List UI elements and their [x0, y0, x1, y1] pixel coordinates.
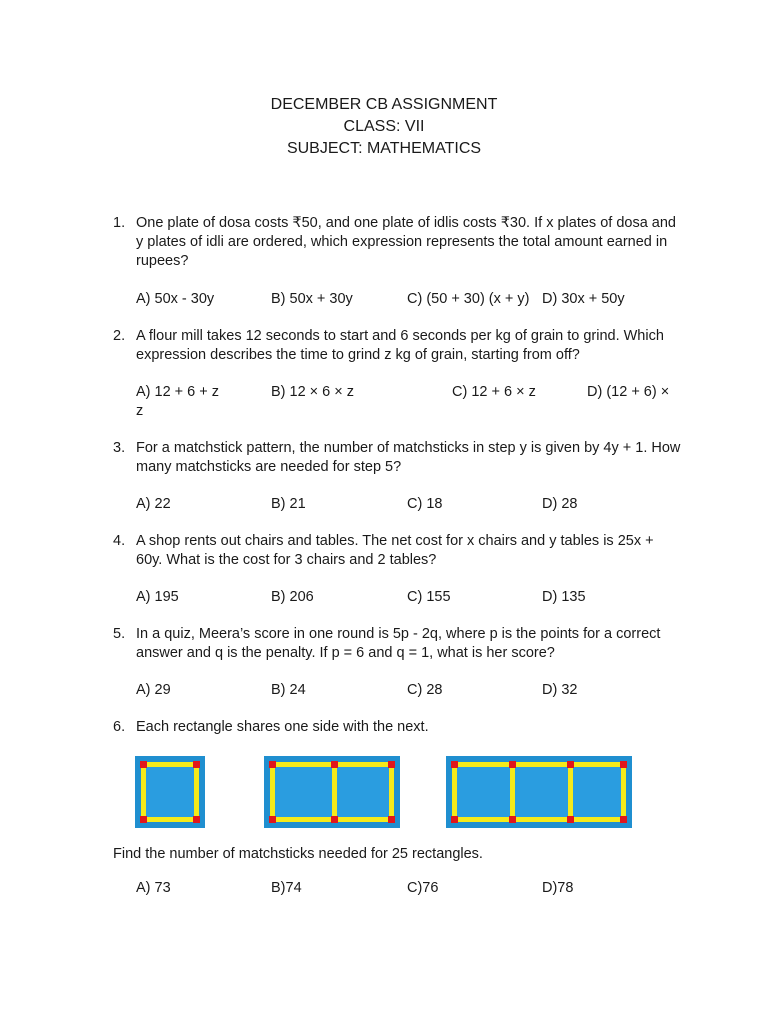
match-head [269, 761, 276, 768]
matchstick-horizontal [452, 762, 510, 767]
matchstick-horizontal [332, 762, 394, 767]
option-d: D)78 [542, 880, 574, 896]
option-d: D) (12 + 6) × [587, 384, 670, 400]
matchstick-horizontal [141, 817, 199, 822]
option-c: C) 28 [407, 682, 443, 698]
option-b: B)74 [271, 880, 302, 896]
rectangle-cell [457, 767, 510, 822]
option-a: A) 29 [136, 682, 171, 698]
option-d: D) 32 [542, 682, 578, 698]
match-head [451, 816, 458, 823]
question-4 [113, 532, 683, 570]
question-text: In a quiz, Meera’s score in one round is 5p - 2q, where p is the points for a correct answer and q is the penalty. If p = 6 and q = 1, what is her score? [136, 626, 661, 661]
class-label: CLASS: VII [343, 118, 425, 135]
rectangle-cell [275, 767, 332, 822]
question-text: A shop rents out chairs and tables. The net cost for x chairs and y tables is 25x + 60y. What is the cost for 3 chairs and 2 tables? [136, 533, 654, 568]
matchstick-figure-1-rectangle [135, 756, 205, 828]
question-number: 3. [113, 440, 126, 456]
option-c: C) 18 [407, 496, 443, 512]
matchstick-vertical [568, 762, 573, 822]
page-header [0, 94, 768, 160]
question-3 [113, 439, 683, 477]
question-number: 6. [113, 719, 126, 735]
option-a: A) 50x - 30y [136, 291, 215, 307]
question-number: 2. [113, 328, 126, 344]
matchstick-horizontal [568, 762, 626, 767]
matchstick-vertical [510, 762, 515, 822]
match-head [140, 761, 147, 768]
option-d: D) 28 [542, 496, 578, 512]
matchstick-horizontal [452, 817, 510, 822]
matchstick-figure-2-rectangles [264, 756, 400, 828]
match-head [193, 761, 200, 768]
match-head [193, 816, 200, 823]
rectangle-cell [146, 767, 199, 822]
option-c: C) 12 + 6 × z [452, 384, 536, 400]
match-head [388, 816, 395, 823]
option-a: A) 73 [136, 880, 171, 896]
question-2 [113, 327, 683, 365]
question-number: 1. [113, 215, 126, 231]
match-head [620, 761, 627, 768]
matchstick-horizontal [270, 762, 332, 767]
matchstick-horizontal [270, 817, 332, 822]
matchstick-figure-3-rectangles [446, 756, 632, 828]
option-a: A) 195 [136, 589, 179, 605]
matchstick-vertical [621, 762, 626, 822]
match-head [451, 761, 458, 768]
question-text: Each rectangle shares one side with the next. [136, 719, 429, 735]
option-b: B) 24 [271, 682, 306, 698]
matchstick-vertical [452, 762, 457, 822]
match-head [509, 816, 516, 823]
match-head [331, 816, 338, 823]
match-head [331, 761, 338, 768]
option-b: B) 12 × 6 × z [271, 384, 355, 400]
matchstick-vertical [141, 762, 146, 822]
matchstick-vertical [270, 762, 275, 822]
subject-label: SUBJECT: MATHEMATICS [286, 140, 482, 157]
question-5 [113, 625, 683, 663]
rectangle-cell [515, 767, 568, 822]
rectangle-cell [337, 767, 394, 822]
option-a: A) 12 + 6 + z [136, 384, 220, 400]
option-d: D) 135 [542, 589, 586, 605]
option-a: A) 22 [136, 496, 171, 512]
question-text: One plate of dosa costs ₹50, and one plate of idlis costs ₹30. If x plates of dosa and y plates of idli are ordered, which expression represents the total amount earned in rupees? [136, 215, 676, 269]
question-number: 4. [113, 533, 126, 549]
match-head [567, 761, 574, 768]
match-head [269, 816, 276, 823]
option-b: B) 50x + 30y [271, 291, 353, 307]
option-b: B) 206 [271, 589, 314, 605]
option-c: C) (50 + 30) (x + y) [407, 291, 530, 307]
question-6-followup: Find the number of matchsticks needed for 25 rectangles. [113, 846, 483, 862]
option-d: D) 30x + 50y [542, 291, 625, 307]
match-head [509, 761, 516, 768]
matchstick-vertical [389, 762, 394, 822]
rectangle-cell [573, 767, 626, 822]
question-text: A flour mill takes 12 seconds to start and 6 seconds per kg of grain to grind. Which expression describes the time to grind z kg of grain, starting from off? [136, 328, 664, 363]
matchstick-horizontal [568, 817, 626, 822]
option-c: C) 155 [407, 589, 451, 605]
match-head [567, 816, 574, 823]
matchstick-horizontal [510, 817, 568, 822]
match-head [620, 816, 627, 823]
matchstick-vertical [332, 762, 337, 822]
assignment-title: DECEMBER CB ASSIGNMENT [270, 96, 498, 113]
question-text: For a matchstick pattern, the number of matchsticks in step y is given by 4y + 1. How many matchsticks are needed for step 5? [136, 440, 681, 475]
question-number: 5. [113, 626, 126, 642]
match-head [388, 761, 395, 768]
match-head [140, 816, 147, 823]
option-b: B) 21 [271, 496, 306, 512]
option-d-continued: z [136, 403, 144, 419]
matchstick-horizontal [141, 762, 199, 767]
matchstick-horizontal [332, 817, 394, 822]
question-1 [113, 214, 683, 271]
option-c: C)76 [407, 880, 439, 896]
matchstick-vertical [194, 762, 199, 822]
matchstick-horizontal [510, 762, 568, 767]
question-6 [113, 718, 683, 737]
